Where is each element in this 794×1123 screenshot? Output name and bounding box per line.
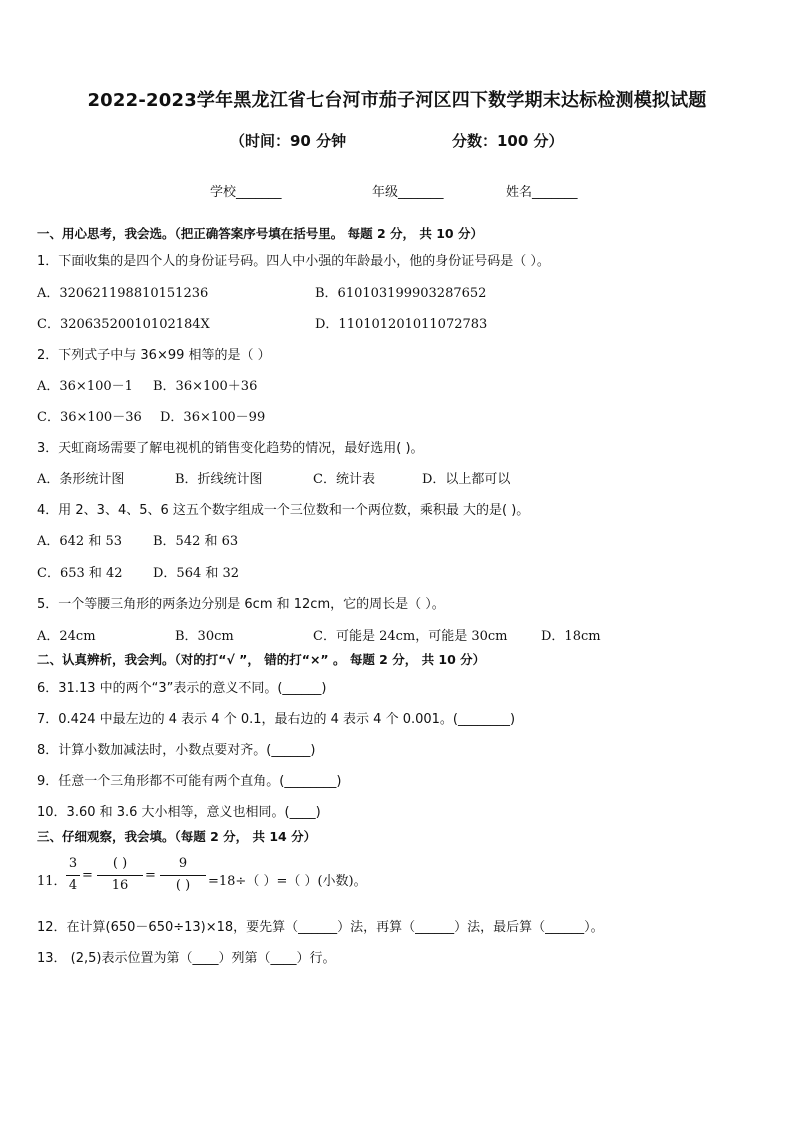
option: C．32063520010102184X [37,317,210,332]
option: D．以上都可以 [422,472,511,487]
question-7: 7．0.424 中最左边的 4 表示 4 个 0.1，最右边的 4 表示 4 个 0.001。(________) [37,712,516,727]
fraction-bar [160,875,206,876]
fraction-denominator: 4 [68,878,78,893]
option: A．642 和 53 [37,534,123,549]
option: B．36×100＋36 [153,379,258,394]
option: A．36×100－1 [37,379,133,394]
equals-sign: = [82,868,93,883]
question-2: 2．下列式子中与 36×99 相等的是（ ） [37,348,271,363]
option: B．折线统计图 [175,472,263,487]
name-field: 姓名_______ [506,185,578,200]
fraction-bar [97,875,143,876]
question-11-rest: =18÷（ ）=（ ）(小数)。 [208,874,367,889]
fraction-numerator: 9 [178,856,188,871]
option: D．564 和 32 [153,566,240,581]
question-12: 12．在计算(650－650÷13)×18，要先算（______）法，再算（______）法，最后算（______）。 [37,920,604,935]
fraction-denominator: 16 [111,878,129,893]
option: C．统计表 [313,472,375,487]
equals-sign: = [145,868,156,883]
option: A．24cm [37,629,96,644]
fraction-bar [66,875,80,876]
option: B．610103199903287652 [315,286,487,301]
exam-time: （时间：90 分钟 [230,132,347,150]
fraction-numerator: 3 [68,856,78,871]
question-number: 11． [37,874,67,889]
option: C．653 和 42 [37,566,123,581]
option: D．110101201011072783 [315,317,488,332]
question-6: 6．31.13 中的两个“3”表示的意义不同。(______) [37,681,327,696]
option: A．条形统计图 [37,472,125,487]
option: C．36×100－36 [37,410,142,425]
question-5: 5．一个等腰三角形的两条边分别是 6cm 和 12cm，它的周长是（ ）。 [37,597,445,612]
page-title: 2022-2023学年黑龙江省七台河市茄子河区四下数学期末达标检测模拟试题 [87,90,707,111]
question-3: 3．天虹商场需要了解电视机的销售变化趋势的情况，最好选用( )。 [37,441,424,456]
question-1: 1．下面收集的是四个人的身份证号码。四人中小强的年龄最小，他的身份证号码是（ ）。 [37,254,550,269]
option: D．18cm [541,629,601,644]
grade-field: 年级_______ [372,185,444,200]
question-8: 8．计算小数加减法时，小数点要对齐。(______) [37,743,316,758]
option: D．36×100－99 [160,410,266,425]
option: A．320621198810151236 [37,286,209,301]
exam-score: 分数：100 分） [452,132,564,150]
section-heading: 二、认真辨析，我会判。（对的打“√ ”， 错的打“×” 。 每题 2 分， 共 10 分） [37,652,486,667]
section-heading: 一、用心思考，我会选。（把正确答案序号填在括号里。 每题 2 分， 共 10 分） [37,226,483,241]
option: B．542 和 63 [153,534,239,549]
option: B．30cm [175,629,234,644]
question-4: 4．用 2、3、4、5、6 这五个数字组成一个三位数和一个两位数，乘积最 大的是( )。 [37,503,530,518]
fraction-denominator: ( ) [175,878,191,893]
question-10: 10．3.60 和 3.6 大小相等，意义也相同。(____) [37,805,321,820]
section-heading: 三、仔细观察，我会填。（每题 2 分， 共 14 分） [37,829,317,844]
fraction-numerator: ( ) [112,856,128,871]
option: C．可能是 24cm，可能是 30cm [313,629,508,644]
question-13: 13． (2,5)表示位置为第（____）列第（____）行。 [37,951,336,966]
school-field: 学校_______ [210,185,282,200]
question-9: 9．任意一个三角形都不可能有两个直角。(________) [37,774,342,789]
